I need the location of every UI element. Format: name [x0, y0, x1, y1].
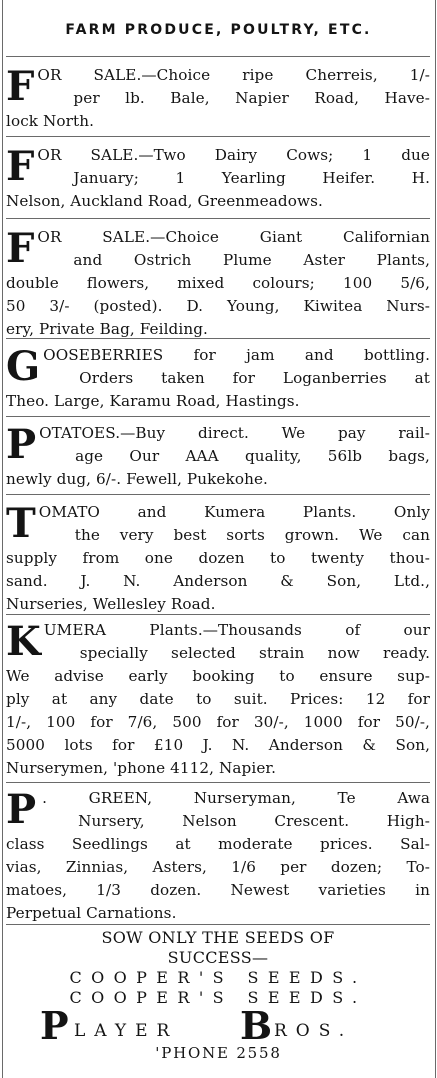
ad-line: class Seedlings at moderate prices. Sal-	[6, 835, 430, 853]
seeds-headline: SOW ONLY THE SEEDS OF	[101, 928, 335, 947]
bros-initial: B	[240, 1003, 273, 1048]
drop-cap: P	[6, 422, 37, 468]
ad-cherries	[6, 64, 430, 133]
ad-line: per lb. Bale, Napier Road, Have-	[73, 89, 430, 107]
ad-line: and Ostrich Plume Aster Plants,	[73, 251, 430, 269]
ad-line: 50 3/- (posted). D. Young, Kiwitea Nurs-	[6, 297, 430, 315]
ad-line: Theo. Large, Karamu Road, Hastings.	[6, 392, 300, 410]
ad-line: age Our AAA quality, 56lb bags,	[75, 447, 430, 465]
ad-line: Nelson, Auckland Road, Greenmeadows.	[6, 192, 323, 210]
divider	[6, 494, 430, 495]
drop-cap: G	[6, 344, 41, 390]
ad-line: UMERA Plants.—Thousands of our	[43, 621, 430, 639]
seeds-brand-line: COOPER'S SEEDS.	[69, 988, 367, 1007]
ad-line: Nurserymen, 'phone 4112, Napier.	[6, 759, 277, 777]
ad-coopers-seeds	[6, 928, 430, 1008]
drop-cap: K	[6, 619, 41, 665]
ad-line: 5000 lots for £10 J. N. Anderson & Son,	[6, 736, 430, 754]
ad-kumera-plants	[6, 619, 430, 780]
divider	[6, 614, 430, 615]
drop-cap: F	[6, 64, 35, 110]
drop-cap: F	[6, 144, 35, 190]
ad-line: We advise early booking to ensure sup-	[6, 667, 430, 685]
ad-line: Orders taken for Loganberries at	[79, 369, 430, 387]
divider	[6, 218, 430, 219]
divider	[6, 338, 430, 339]
ad-p-green-nursery	[6, 787, 430, 925]
ad-line: double flowers, mixed colours; 100 5/6,	[6, 274, 430, 292]
drop-cap: P	[6, 787, 37, 833]
phone-number: 'PHONE 2558	[155, 1044, 282, 1062]
drop-cap: T	[6, 501, 36, 547]
ad-line: ery, Private Bag, Feilding.	[6, 320, 208, 338]
ad-gooseberries	[6, 344, 430, 413]
ad-line: specially selected strain now ready.	[79, 644, 430, 662]
ad-line: lock North.	[6, 112, 95, 130]
seeds-headline: SUCCESS—	[167, 948, 269, 967]
ad-line: . GREEN, Nurseryman, Te Awa	[42, 789, 430, 807]
ad-dairy-cows	[6, 144, 430, 213]
divider	[6, 136, 430, 137]
divider	[6, 924, 430, 925]
drop-cap: F	[6, 226, 35, 272]
ad-aster-plants	[6, 226, 430, 341]
ad-line: OMATO and Kumera Plants. Only	[38, 503, 430, 521]
ad-line: Nursery, Nelson Crescent. High-	[78, 812, 430, 830]
ad-line: January; 1 Yearling Heifer. H.	[73, 169, 430, 187]
player-bros-heading	[0, 1004, 437, 1048]
ad-line: OTATOES.—Buy direct. We pay rail-	[39, 424, 430, 442]
player-initial: P	[40, 1003, 69, 1048]
column-rule-left	[2, 0, 3, 1078]
ad-line: supply from one dozen to twenty thou-	[6, 549, 430, 567]
column-rule-right	[435, 0, 436, 1078]
ad-line: matoes, 1/3 dozen. Newest varieties in	[6, 881, 430, 899]
ad-line: 1/-, 100 for 7/6, 500 for 30/-, 1000 for 50/-,	[6, 713, 430, 731]
ad-line: OR SALE.—Choice ripe Cherreis, 1/-	[37, 66, 430, 84]
divider	[6, 416, 430, 417]
divider	[6, 56, 430, 57]
ad-line: OR SALE.—Two Dairy Cows; 1 due	[37, 146, 430, 164]
seeds-brand-line: COOPER'S SEEDS.	[69, 968, 367, 987]
bros-rest: ROS.	[274, 1021, 354, 1041]
player-rest: LAYER	[74, 1021, 179, 1041]
ad-potatoes	[6, 422, 430, 491]
ad-tomato-kumera-plants	[6, 501, 430, 616]
ad-line: OR SALE.—Choice Giant Californian	[37, 228, 430, 246]
ad-line: Perpetual Carnations.	[6, 904, 177, 922]
ad-line: Nurseries, Wellesley Road.	[6, 595, 216, 613]
divider	[6, 782, 430, 783]
ad-line: ply at any date to suit. Prices: 12 for	[6, 690, 430, 708]
ad-line: the very best sorts grown. We can	[74, 526, 430, 544]
ad-line: vias, Zinnias, Asters, 1/6 per dozen; To-	[6, 858, 430, 876]
ad-line: sand. J. N. Anderson & Son, Ltd.,	[6, 572, 430, 590]
ad-line: newly dug, 6/-. Fewell, Pukekohe.	[6, 470, 268, 488]
ad-line: OOSEBERRIES for jam and bottling.	[43, 346, 430, 364]
section-title: FARM PRODUCE, POULTRY, ETC.	[65, 22, 372, 38]
